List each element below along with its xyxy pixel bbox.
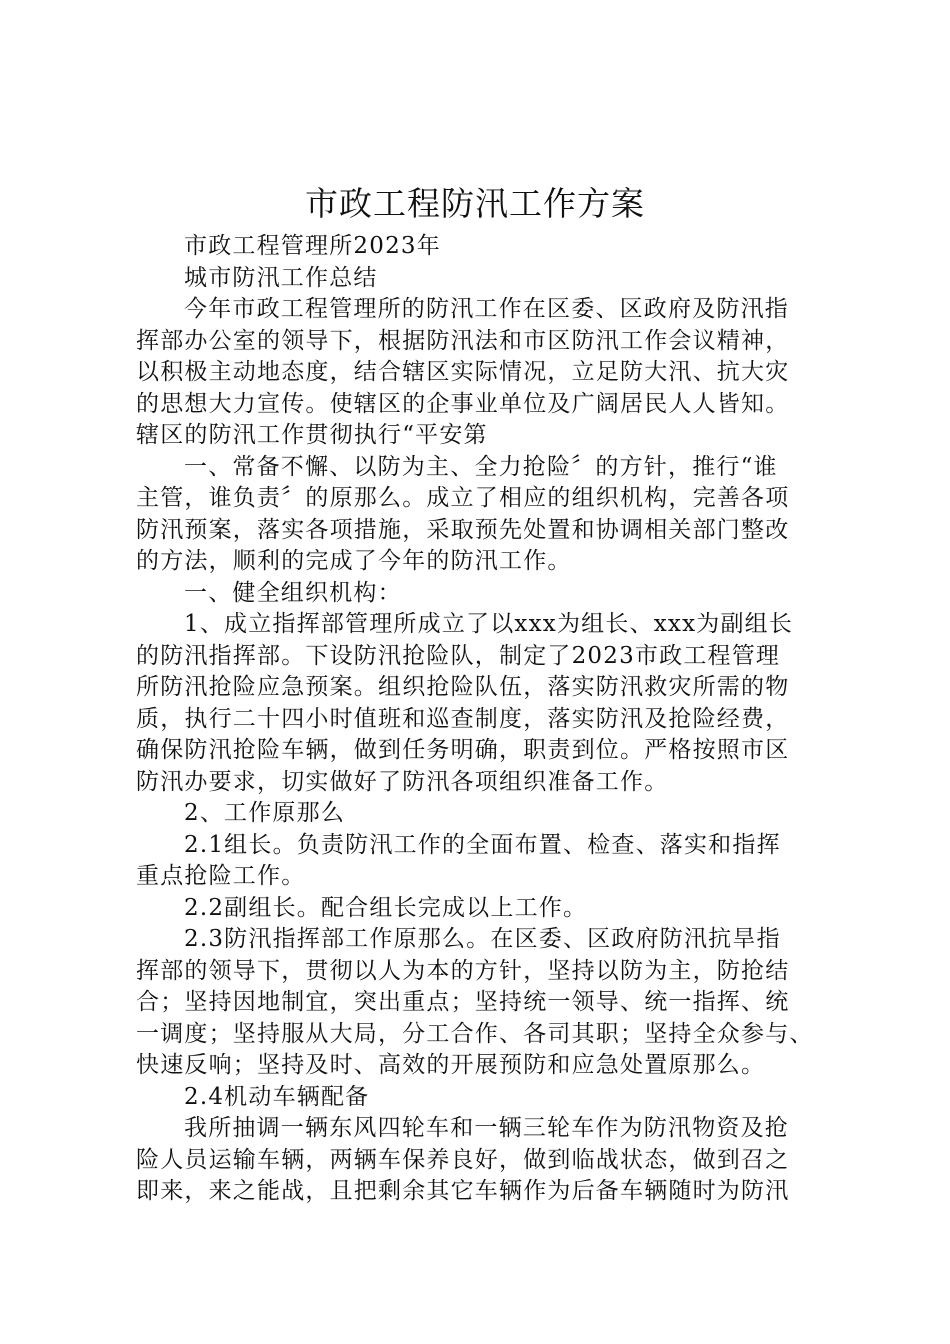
text-line: 所防汛抢险应急预案。组织抢险队伍，落实防汛救灾所需的物 [136,674,790,700]
text-line: 挥部的领导下，贯彻以人为本的方针，坚持以防为主，防抢结 [136,957,790,984]
text-line: 城市防汛工作总结 [184,264,378,291]
text-line: 防汛办要求，切实做好了防汛各项组织准备工作。 [136,768,669,795]
text-line: 重点抢险工作。 [136,863,306,889]
text-line: 一、常备不懈、以防为主、全力抢险〞的方针，推行“谁 [184,453,778,480]
text-line: 以积极主动地态度，结合辖区实际情况，立足防大汛、抗大灾 [136,359,790,385]
text-line: 快速反响；坚持及时、高效的开展预防和应急处置原那么。 [136,1052,766,1078]
text-line: 挥部办公室的领导下，根据防汛法和市区防汛工作会议精神， [136,327,790,354]
text-line: 合；坚持因地制宜，突出重点；坚持统一领导、统一指挥、统 [136,989,790,1015]
text-line: 2.3防汛指挥部工作原那么。在区委、区政府防汛抗旱指 [184,926,781,952]
text-line: 2.4机动车辆配备 [184,1083,370,1110]
text-line: 市政工程管理所2023年 [184,233,441,259]
text-line: 1、成立指挥部管理所成立了以xxx为组长、xxx为副组长 [184,611,794,637]
text-line: 防汛预案，落实各项措施，采取预先处置和协调相关部门整改 [136,516,790,543]
text-line: 确保防汛抢险车辆，做到任务明确，职责到位。严格按照市区 [136,737,790,763]
text-line: 辖区的防汛工作贯彻执行“平安第 [136,422,488,448]
text-line: 一调度；坚持服从大局，分工合作、各司其职；坚持全众参与、 [136,1020,814,1047]
text-line: 的思想大力宣传。使辖区的企事业单位及广阔居民人人皆知。 [136,390,790,417]
text-line: 今年市政工程管理所的防汛工作在区委、区政府及防汛指 [184,296,789,322]
text-line: 的防汛指挥部。下设防汛抢险队，制定了2023市政工程管理 [136,642,781,669]
text-line: 主管，谁负责〞的原那么。成立了相应的组织机构，完善各项 [136,485,790,511]
text-line: 2.2副组长。配合组长完成以上工作。 [184,894,588,921]
text-line: 即来，来之能战，且把剩余其它车辆作为后备车辆随时为防汛 [136,1178,790,1204]
document-title: 市政工程防汛工作方案 [305,184,645,223]
text-line: 2.1组长。负责防汛工作的全面布置、检查、落实和指挥 [184,831,781,858]
document-body [136,231,826,1208]
text-line: 一、健全组织机构： [184,579,402,606]
text-line: 险人员运输车辆，两辆车保养良好，做到临战状态，做到召之 [136,1146,790,1173]
text-line: 2、工作原那么 [184,800,346,826]
text-line: 的方法，顺利的完成了今年的防汛工作。 [136,548,572,574]
text-line: 我所抽调一辆东风四轮车和一辆三轮车作为防汛物资及抢 [184,1115,789,1141]
text-line: 质，执行二十四小时值班和巡查制度，落实防汛及抢险经费， [136,705,790,732]
